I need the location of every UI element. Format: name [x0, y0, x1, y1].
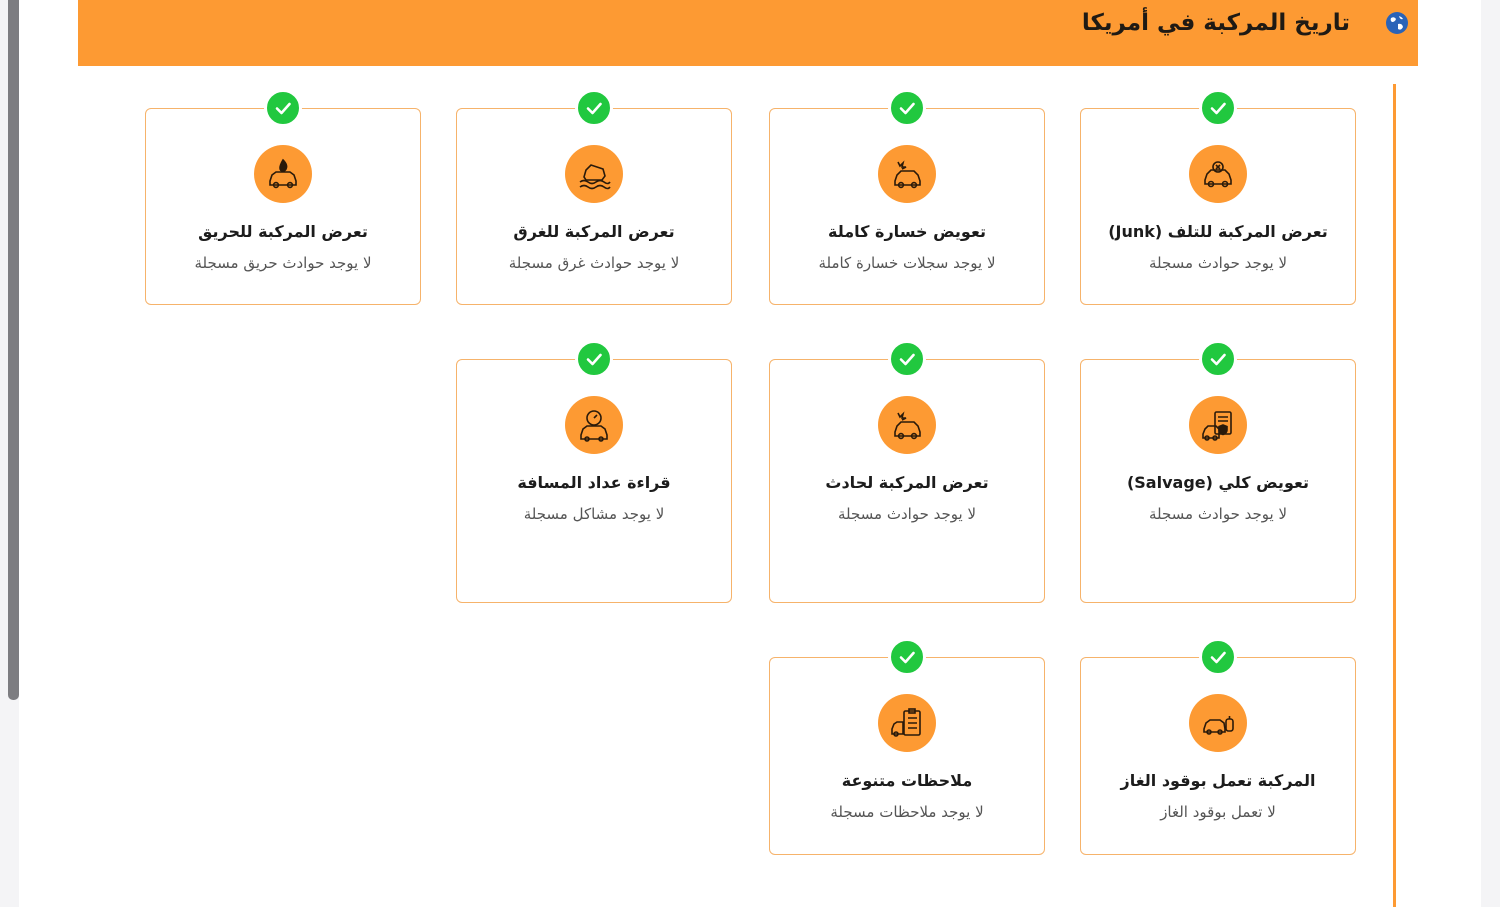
car-insurance-icon	[1189, 396, 1247, 454]
card-title: تعويض كلي (Salvage)	[1126, 473, 1310, 492]
globe-icon	[1384, 10, 1410, 36]
card-title: تعرض المركبة للحريق	[198, 222, 368, 241]
card-subtitle: لا يوجد ملاحظات مسجلة	[830, 803, 984, 821]
card-salvage	[1080, 359, 1356, 603]
odometer-icon	[565, 396, 623, 454]
card-title: المركبة تعمل بوقود الغاز	[1120, 771, 1316, 790]
card-odometer	[456, 359, 732, 603]
card-flood	[456, 108, 732, 305]
check-icon	[264, 89, 302, 127]
card-junk	[1080, 108, 1356, 305]
check-icon	[575, 89, 613, 127]
card-subtitle: لا يوجد حوادث مسجلة	[1148, 254, 1288, 272]
timeline-line	[1393, 84, 1396, 907]
card-subtitle: لا يوجد حوادث مسجلة	[1148, 505, 1288, 523]
card-subtitle: لا يوجد سجلات خسارة كاملة	[818, 254, 996, 272]
card-subtitle: لا يوجد حوادث حريق مسجلة	[194, 254, 372, 272]
check-icon	[888, 89, 926, 127]
card-fire	[145, 108, 421, 305]
card-title: تعويض خسارة كاملة	[828, 222, 986, 241]
check-icon	[575, 340, 613, 378]
card-subtitle: لا يوجد مشاكل مسجلة	[523, 505, 665, 523]
card-subtitle: لا يوجد حوادث غرق مسجلة	[508, 254, 680, 272]
card-title: تعرض المركبة للغرق	[513, 222, 675, 241]
card-title: ملاحظات متنوعة	[841, 771, 973, 790]
car-fire-icon	[254, 145, 312, 203]
card-total-loss	[769, 108, 1045, 305]
notes-icon	[878, 694, 936, 752]
check-icon	[888, 340, 926, 378]
check-icon	[1199, 340, 1237, 378]
car-gas-icon	[1189, 694, 1247, 752]
check-icon	[1199, 638, 1237, 676]
car-flood-icon	[565, 145, 623, 203]
card-gas	[1080, 657, 1356, 855]
card-notes	[769, 657, 1045, 855]
left-scrollbar[interactable]	[8, 0, 19, 700]
card-title: قراءة عداد المسافة	[517, 473, 671, 492]
section-title: تاريخ المركبة في أمريكا	[1081, 10, 1350, 36]
card-title: تعرض المركبة لحادث	[825, 473, 989, 492]
car-damage-icon	[1189, 145, 1247, 203]
card-subtitle: لا يوجد حوادث مسجلة	[837, 505, 977, 523]
check-icon	[1199, 89, 1237, 127]
car-crash-icon	[878, 145, 936, 203]
car-accident-icon	[878, 396, 936, 454]
check-icon	[888, 638, 926, 676]
card-accident	[769, 359, 1045, 603]
card-title: تعرض المركبة للتلف (Junk)	[1108, 222, 1328, 241]
card-subtitle: لا تعمل بوقود الغاز	[1160, 803, 1276, 821]
section-header	[78, 0, 1418, 66]
